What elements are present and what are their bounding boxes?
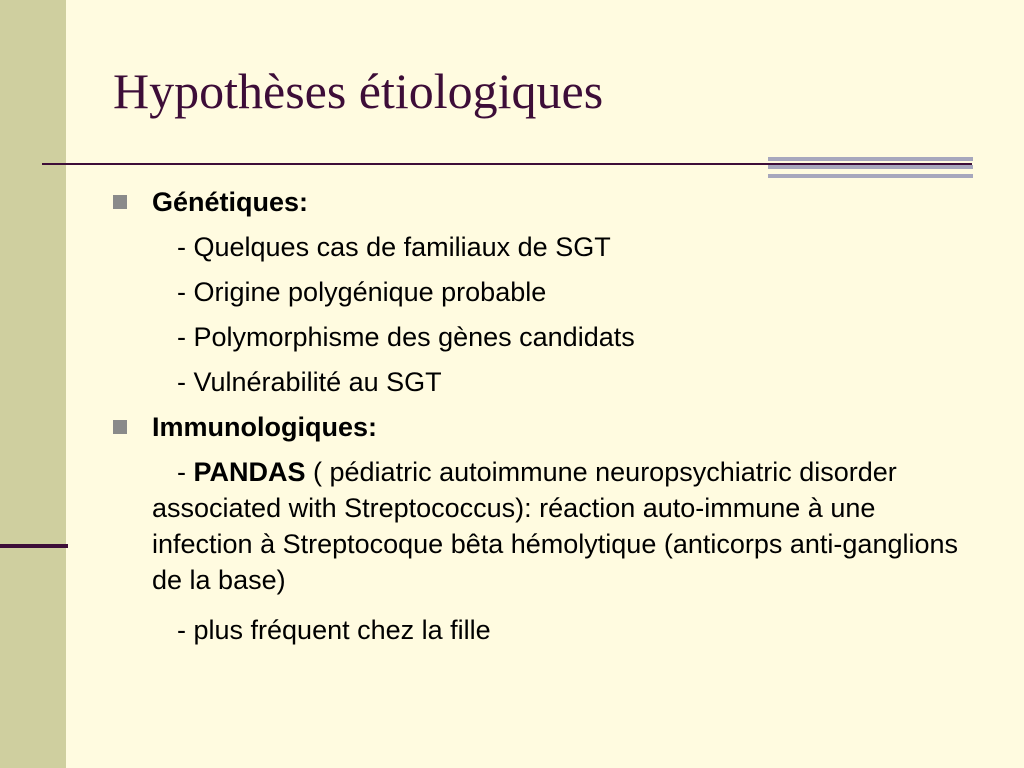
accent-bar — [768, 165, 973, 169]
slide-title: Hypothèses étiologiques — [113, 63, 604, 119]
square-bullet-icon — [113, 195, 127, 209]
pandas-paragraph — [152, 454, 972, 598]
pandas-term: PANDAS — [193, 457, 306, 487]
section-heading-genetic: Génétiques: — [152, 187, 309, 217]
list-item: - Vulnérabilité au SGT — [177, 367, 442, 397]
accent-bar — [768, 157, 973, 161]
list-item: - Origine polygénique probable — [177, 277, 547, 307]
list-item: - Quelques cas de familiaux de SGT — [177, 232, 611, 262]
pandas-description: ( pédiatric autoimmune neuropsychiatric disorder associated with Streptococcus): réaction auto-immune à une infection à Streptocoque bêta hémolytique (anticorps anti-ganglions de la base) — [152, 457, 959, 595]
side-accent-line — [0, 544, 68, 548]
list-item: - plus fréquent chez la fille — [177, 615, 491, 645]
side-band-decoration — [0, 0, 66, 768]
accent-bar — [768, 174, 973, 178]
section-heading-immuno: Immunologiques: — [152, 412, 377, 442]
pandas-prefix: - — [177, 457, 194, 487]
list-item: - Polymorphisme des gènes candidats — [177, 322, 635, 352]
square-bullet-icon — [113, 420, 127, 434]
